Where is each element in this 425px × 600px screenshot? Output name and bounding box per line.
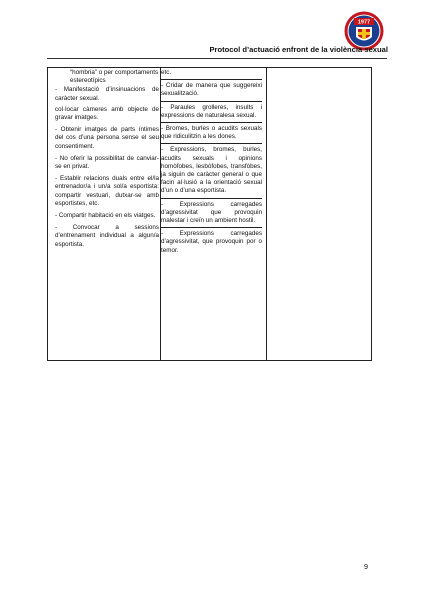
list-item: - Paraules grolleres, insults i expressions de naturalesa sexual. [161,104,262,123]
list-item: - Obtenir imatges de parts íntimes del cos d’una persona sense el seu consentiment. [55,126,159,150]
list-item: - Expressions carregades d’agressivitat que provoquin malestar i creïn un ambient hostil. [161,201,262,229]
list-item: etc. [161,69,262,80]
list-item: - Expressions, bromes, burles, acudits sexuals i opinions homòfobes, lesbòfobes, transfòbes, ja siguin de caràcter general o que facin al·lusió a la orientació sexual d’un o d’una esportista. [161,146,262,198]
list-item: - No oferir la possibilitat de canviar-se en privat. [55,154,159,171]
table-column-1 [55,68,159,249]
list-item: - Manifestació d’insinuacions de caràcter sexual. [55,86,159,102]
behaviour-table [47,67,372,361]
document-title: Protocol d’actuació enfront de la violència sexual [209,45,388,54]
logo-year: 1977 [357,19,371,26]
list-item: - Establir relacions duals entre el/la entrenador/a i un/a sol/a esportista: compartir vestuari, dutxar-se amb esportistes, etc. [55,175,159,207]
list-item: - Cridar de manera que suggereixi sexualització. [161,82,262,101]
header-rule [47,58,387,59]
column-divider-2 [266,68,267,360]
list-item: - Compartir habitació en els viatges. [55,212,156,220]
table-column-2 [161,68,262,259]
page-number: 9 [364,562,368,571]
list-item: - Expressions carregades d’agressivitat, que provoquin por o temor. [161,230,262,254]
list-item: “hombria” o per comportaments estereotípics [70,69,159,85]
list-item: col·locar càmeres amb objecte de gravar imatges. [55,105,159,122]
list-item: - Bromes, burles o acudits sexuals que ridiculitzin a les dones. [161,125,262,144]
list-item: - Convocar a sessions d’entrenament individual a algun/a esportista. [55,224,159,248]
